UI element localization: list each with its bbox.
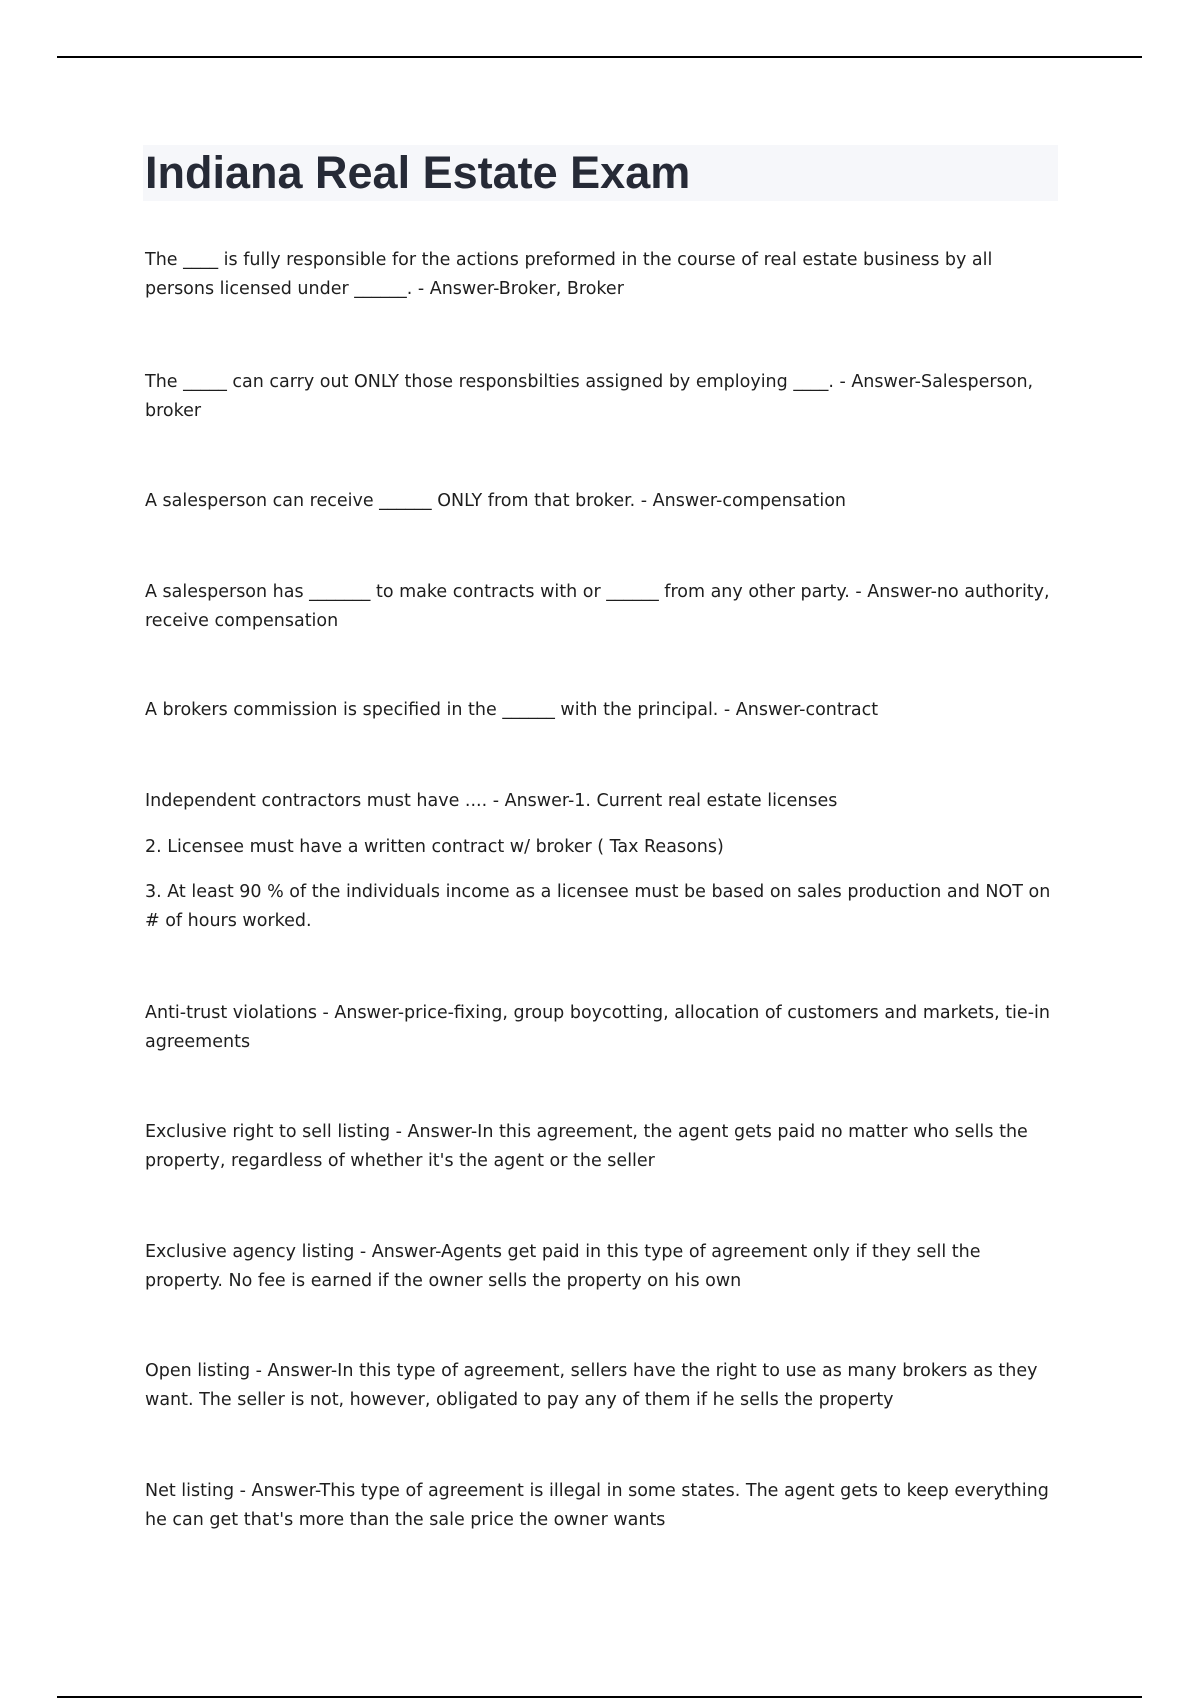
top-rule — [57, 56, 1142, 58]
qa-item-open-listing: Open listing - Answer-In this type of agreement, sellers have the right to use as many brokers as they want. The seller is not, however, obligated to pay any of them if he sells the property — [145, 1361, 1038, 1410]
qa-item-commission: A brokers commission is specified in the ______ with the principal. - Answer-contract — [145, 700, 879, 720]
qa-item-independent-contractors: Independent contractors must have .... - Answer-1. Current real estate licenses — [145, 791, 838, 811]
qa-item-income-requirement: 3. At least 90 % of the individuals income as a licensee must be based on sales production and NOT on # of hours worked. — [145, 882, 1051, 931]
qa-item-authority: A salesperson has _______ to make contracts with or ______ from any other party. - Answer-no authority, receive compensation — [145, 582, 1050, 631]
qa-item-net-listing: Net listing - Answer-This type of agreement is illegal in some states. The agent gets to keep everything he can get that's more than the sale price the owner wants — [145, 1481, 1049, 1530]
qa-item-exclusive-right-to-sell: Exclusive right to sell listing - Answer-In this agreement, the agent gets paid no matter who sells the property, regardless of whether it's the agent or the seller — [145, 1122, 1028, 1171]
qa-item-salesperson-duties: The _____ can carry out ONLY those responsbilties assigned by employing ____. - Answer-Salesperson, broker — [145, 372, 1034, 421]
document-title: Indiana Real Estate Exam — [145, 147, 691, 198]
qa-item-compensation: A salesperson can receive ______ ONLY from that broker. - Answer-compensation — [145, 491, 847, 511]
bottom-rule — [57, 1696, 1142, 1698]
qa-item-anti-trust: Anti-trust violations - Answer-price-fixing, group boycotting, allocation of customers and markets, tie-in agreements — [145, 1003, 1050, 1052]
qa-item-broker-responsibility: The ____ is fully responsible for the actions preformed in the course of real estate business by all persons licensed under ______. - Answer-Broker, Broker — [145, 250, 993, 299]
qa-item-exclusive-agency: Exclusive agency listing - Answer-Agents get paid in this type of agreement only if they sell the property. No fee is earned if the owner sells the property on his own — [145, 1242, 981, 1291]
qa-item-contract-requirement: 2. Licensee must have a written contract w/ broker ( Tax Reasons) — [145, 837, 724, 857]
